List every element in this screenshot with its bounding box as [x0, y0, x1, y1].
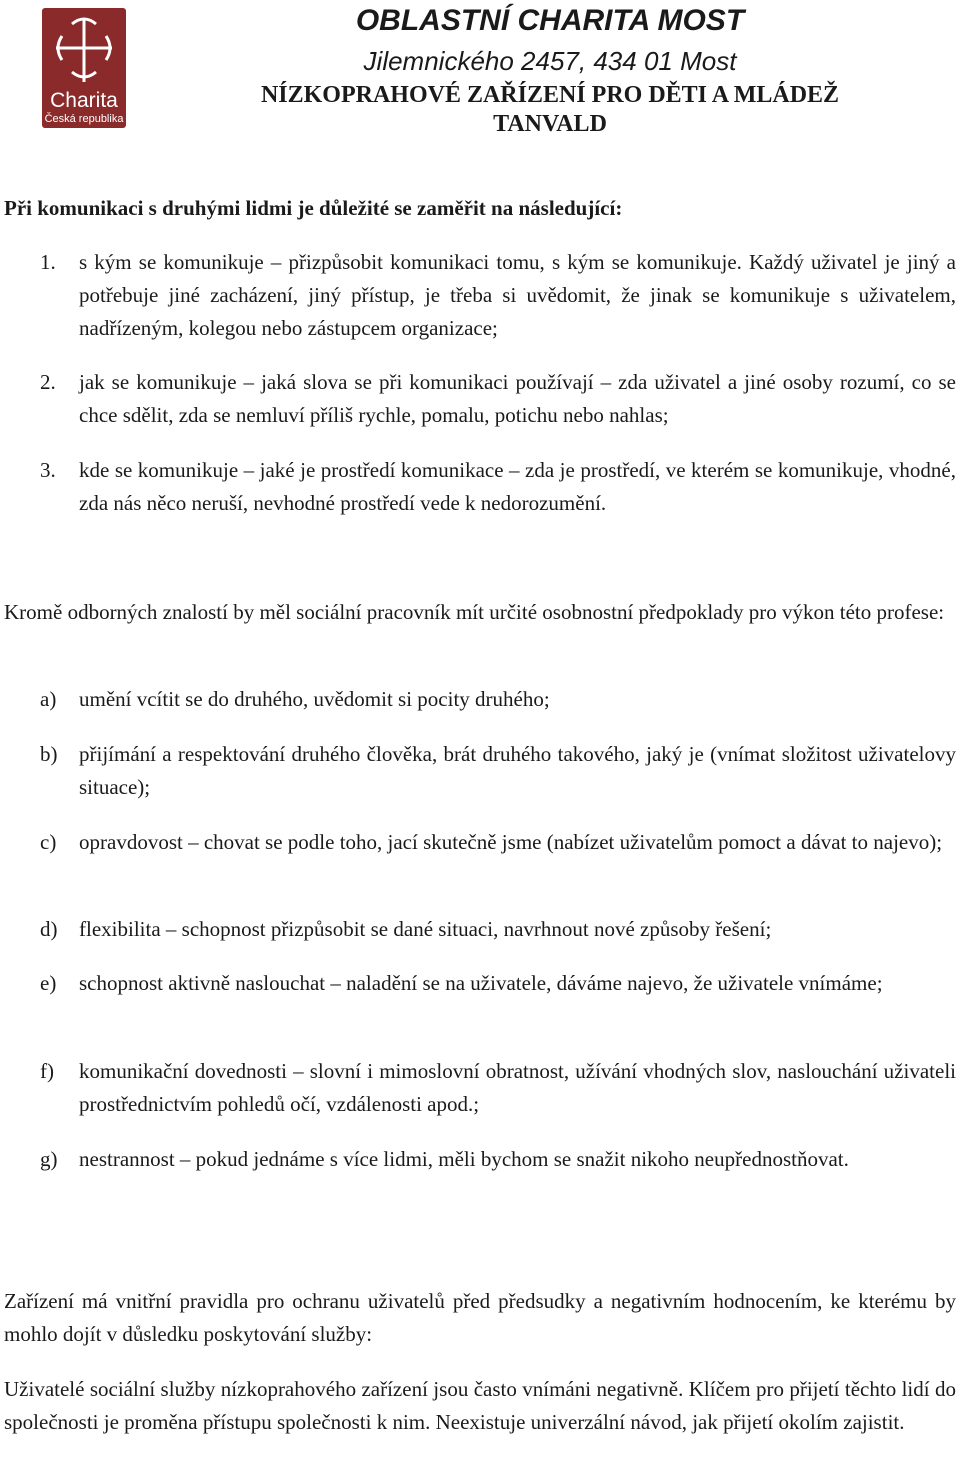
list-item: komunikační dovednosti – slovní i mimoslovní obratnost, užívání vhodných slov, naslouchání uživateli prostřednictvím pohledů očí, vzdálenosti apod.;: [79, 1059, 956, 1116]
list-item: nestrannost – pokud jednáme s více lidmi, měli bychom se snažit nikoho neupřednostňovat.: [79, 1147, 849, 1171]
list-item: umění vcítit se do druhého, uvědomit si pocity druhého;: [79, 687, 550, 711]
list-item-letter: f): [40, 1059, 54, 1083]
organization-address: Jilemnického 2457, 434 01 Most: [363, 46, 737, 76]
section2-intro: Kromě odborných znalostí by měl sociální pracovník mít určité osobnostní předpoklady pro výkon této profese:: [4, 600, 945, 624]
list-item: jak se komunikuje – jaká slova se při komunikaci používají – zda uživatel a jiné osoby rozumí, co se chce sdělit, zda se nemluví příliš rychle, pomalu, potichu nebo nahlas;: [79, 370, 956, 427]
list-item: přijímání a respektování druhého člověka, brát druhého takového, jaký je (vnímat složitost uživatelovy situace);: [79, 742, 956, 799]
list-item-letter: c): [40, 830, 57, 854]
facility-name: NÍZKOPRAHOVÉ ZAŘÍZENÍ PRO DĚTI A MLÁDEŽ: [260, 82, 840, 108]
list-item-letter: a): [40, 687, 57, 711]
list-item-letter: e): [40, 971, 57, 995]
list-item: flexibilita – schopnost přizpůsobit se dané situaci, navrhnout nové způsoby řešení;: [79, 917, 772, 941]
section1-intro: Při komunikaci s druhými lidmi je důležité se zaměřit na následující:: [4, 196, 623, 220]
facility-city: TANVALD: [493, 111, 607, 137]
list-item-letter: b): [40, 742, 58, 766]
list-item-letter: d): [40, 917, 58, 941]
list-item-number: 1.: [40, 250, 56, 274]
logo-subtext: Česká republika: [44, 113, 124, 125]
list-item: s kým se komunikuje – přizpůsobit komunikaci tomu, s kým se komunikuje. Každý uživatel je jiný a potřebuje jiné zacházení, jiný přístup, je třeba si uvědomit, že jinak se komunikuje s uživatelem, nadřízeným, kolegou nebo zástupcem organizace;: [79, 250, 956, 340]
list-item: schopnost aktivně naslouchat – naladění se na uživatele, dáváme najevo, že uživatele vnímáme;: [79, 971, 883, 995]
charita-cross-icon: [42, 8, 126, 88]
list-item-number: 2.: [40, 370, 56, 394]
charita-logo: [42, 8, 126, 128]
list-item: opravdovost – chovat se podle toho, jací skutečně jsme (nabízet uživatelům pomoct a dávat to najevo);: [79, 830, 943, 854]
logo-text: Charita: [50, 89, 118, 112]
list-item: kde se komunikuje – jaké je prostředí komunikace – zda je prostředí, ve kterém se komunikuje, vhodné, zda nás něco neruší, nevhodné prostředí vede k nedorozumění.: [79, 458, 956, 515]
list-item-number: 3.: [40, 458, 56, 482]
paragraph: Uživatelé sociální služby nízkoprahového zařízení jsou často vnímáni negativně. Klíčem pro přijetí těchto lidí do společnosti je proměna přístupu společnosti k nim. Neexistuje univerzální návod, jak přijetí okolím zajistit.: [4, 1377, 956, 1434]
paragraph: Zařízení má vnitřní pravidla pro ochranu uživatelů před předsudky a negativním hodnocením, ke kterému by mohlo dojít v důsledku poskytování služby:: [4, 1289, 956, 1346]
organization-name: OBLASTNÍ CHARITA MOST: [355, 4, 745, 37]
list-item-letter: g): [40, 1147, 58, 1171]
